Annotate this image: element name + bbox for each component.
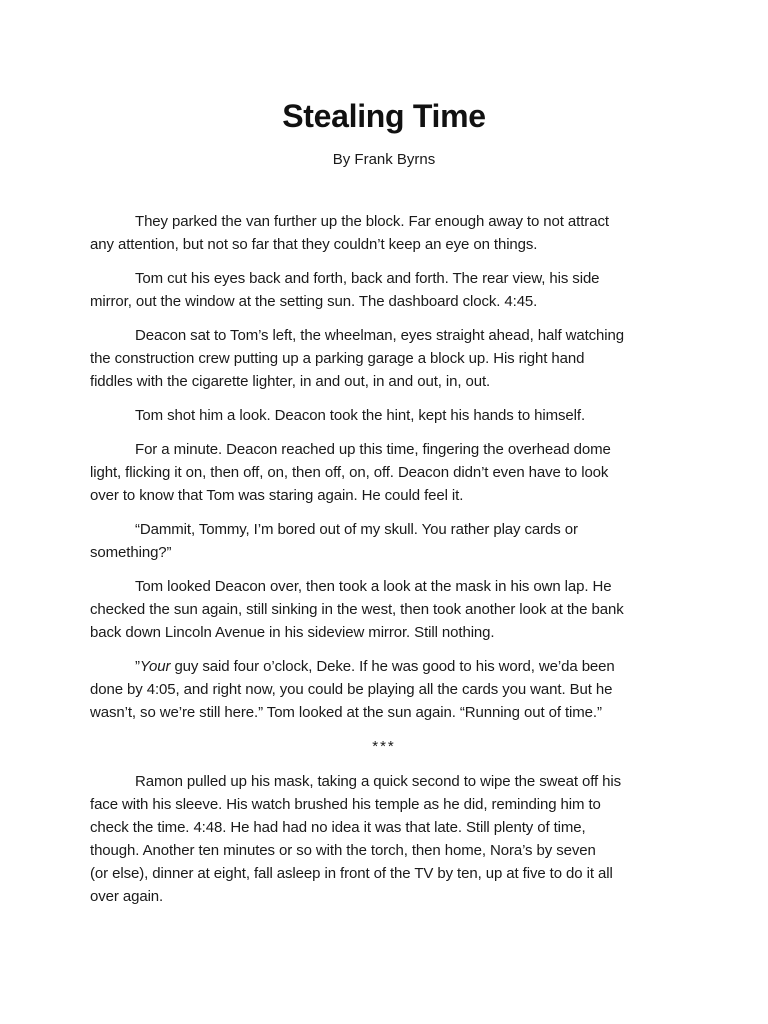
story-body <box>90 210 678 908</box>
paragraph: They parked the van further up the block. Far enough away to not attract any attention, but not so far that they couldn’t keep an eye on things. <box>90 213 609 253</box>
paragraph: For a minute. Deacon reached up this time, fingering the overhead dome light, flicking it on, then off, on, then off, on, off. Deacon didn’t even have to look over to know that Tom was staring again. He could feel it. <box>90 441 611 504</box>
story-title: Stealing Time <box>282 98 486 134</box>
paragraph: Tom cut his eyes back and forth, back and forth. The rear view, his side mirror, out the window at the setting sun. The dashboard clock. 4:45. <box>90 270 600 310</box>
paragraph-with-emphasis <box>90 655 678 724</box>
emphasized-word: Your <box>139 658 171 675</box>
paragraph: Tom shot him a look. Deacon took the hint, kept his hands to himself. <box>135 407 586 424</box>
paragraph: Ramon pulled up his mask, taking a quick second to wipe the sweat off his face with his sleeve. His watch brushed his temple as he did, reminding him to check the time. 4:48. He had had no idea it was that late. Still plenty of time, though. Another ten minutes or so with the torch, then home, Nora’s by seven (or else), dinner at eight, fall asleep in front of the TV by ten, up at five to do it all over again. <box>90 773 622 905</box>
open-quote: ” <box>135 658 140 675</box>
paragraph: Tom looked Deacon over, then took a look at the mask in his own lap. He checked the sun again, still sinking in the west, then took another look at the bank back down Lincoln Avenue in his sideview mirror. Still nothing. <box>90 578 624 641</box>
scene-break: *** <box>372 738 396 755</box>
author-byline: By Frank Byrns <box>332 151 436 168</box>
paragraph-rest: guy said four o’clock, Deke. If he was good to his word, we’da been done by 4:05, and right now, you could be playing all the cards you want. But he wasn’t, so we’re still here.” Tom looked at the sun again. “Running out of time.” <box>90 658 615 721</box>
paragraph: Deacon sat to Tom’s left, the wheelman, eyes straight ahead, half watching the construction crew putting up a parking garage a block up. His right hand fiddles with the cigarette lighter, in and out, in and out, in, out. <box>90 327 624 390</box>
paragraph: “Dammit, Tommy, I’m bored out of my skull. You rather play cards or something?” <box>90 521 578 561</box>
